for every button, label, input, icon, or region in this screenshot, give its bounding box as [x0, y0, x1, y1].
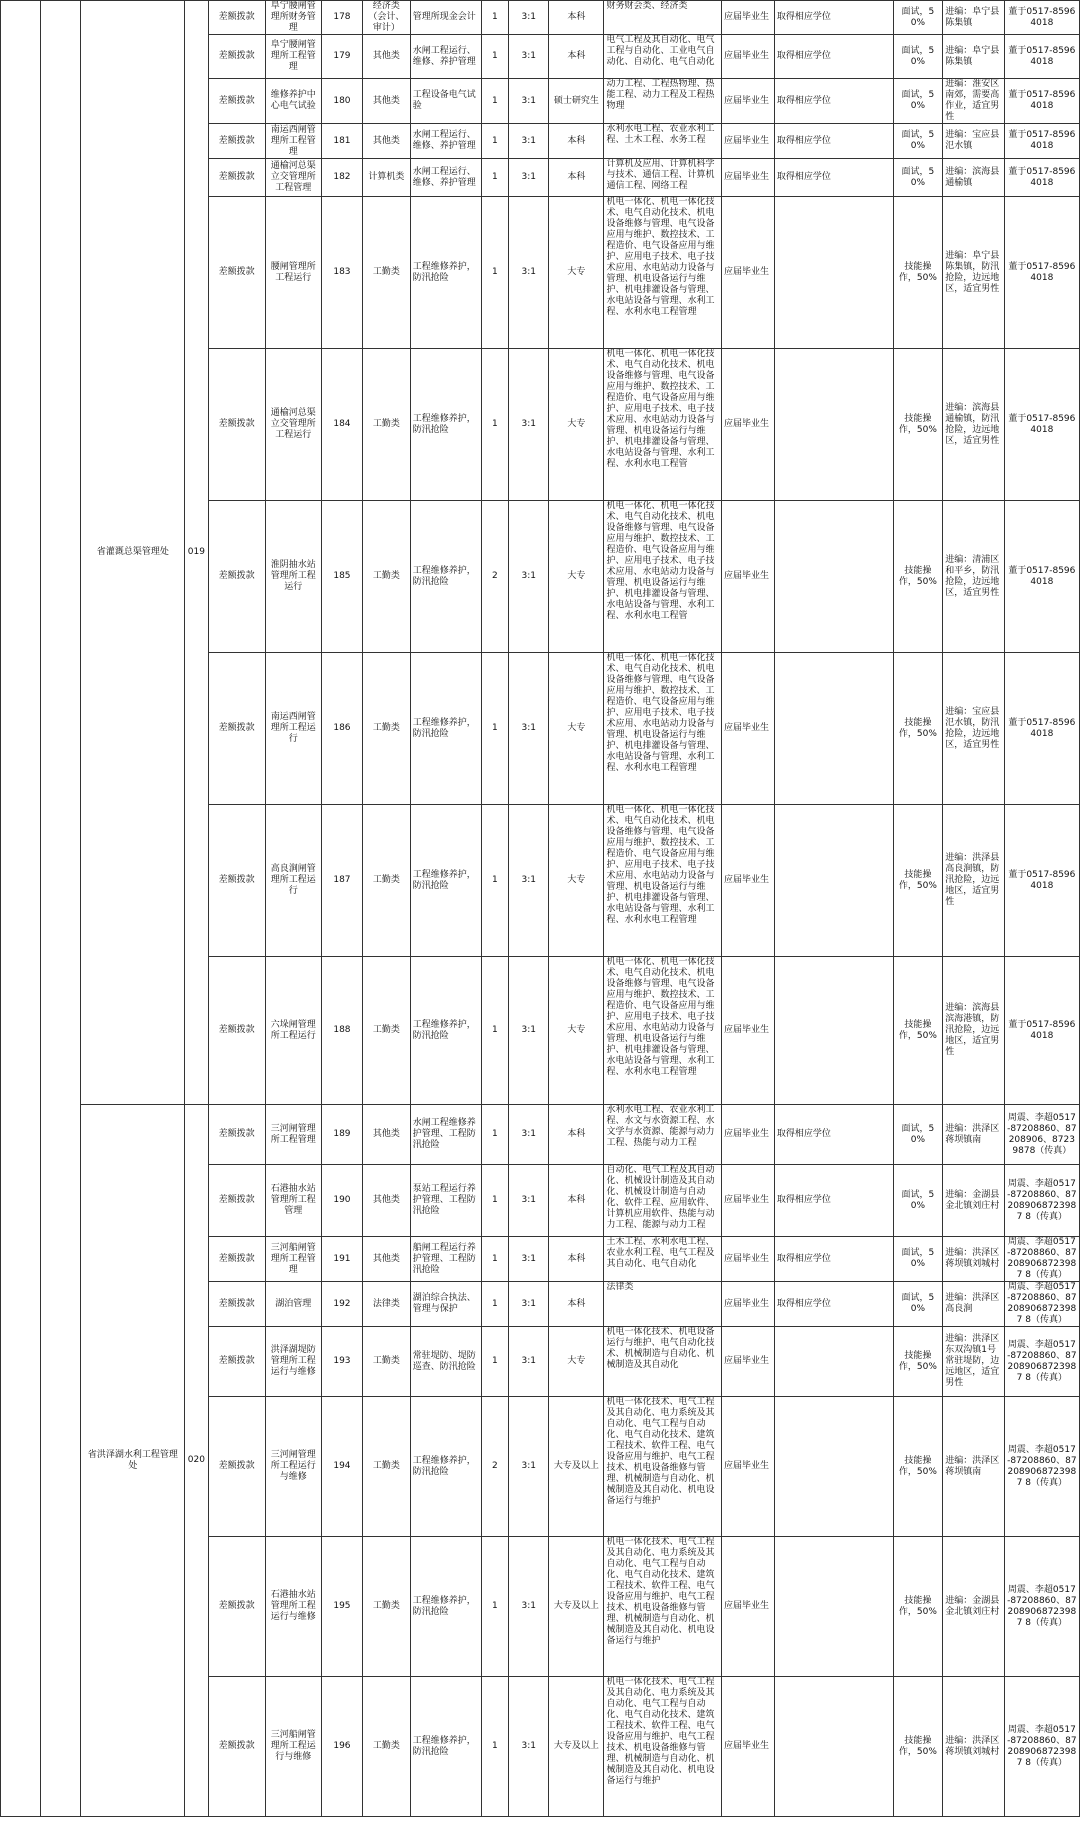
post-unit-cell: 三河船闸管理所工程管理 [265, 1237, 321, 1282]
post-category-cell: 工勤类 [363, 805, 411, 957]
contact-cell: 董于0517-85964018 [1004, 501, 1079, 653]
post-code-cell: 182 [321, 159, 362, 197]
major-cell: 财务财会类、经济类 [604, 1, 722, 35]
post-unit-cell: 南运西闸管理所工程运行 [265, 653, 321, 805]
candidate-source-cell: 应届毕业生 [721, 197, 774, 349]
education-cell: 本科 [549, 159, 604, 197]
remarks-cell: 进编：洪泽区蒋坝镇刘城村 [943, 1237, 1004, 1282]
contact-cell: 周震、李超0517-87208860、872089068723987 8（传真） [1004, 1165, 1079, 1237]
fund-type-cell: 差额拨款 [208, 653, 265, 805]
exam-method-cell: 技能操作，50% [893, 653, 943, 805]
remarks-cell: 进编：宝应县氾水镇，防汛抢险，边远地区，适宜男性 [943, 653, 1004, 805]
exam-ratio-cell: 3:1 [509, 1105, 549, 1165]
post-category-cell: 工勤类 [363, 957, 411, 1105]
degree-cell [774, 957, 893, 1105]
exam-ratio-cell: 3:1 [509, 349, 549, 501]
degree-cell [774, 1537, 893, 1677]
candidate-source-cell: 应届毕业生 [721, 349, 774, 501]
fund-type-cell: 差额拨款 [208, 159, 265, 197]
contact-cell: 董于0517-85964018 [1004, 79, 1079, 124]
major-cell: 机电一体化技术、电气工程及其自动化、电力系统及其自动化、电气工程与自动化、电气自动化技术、建筑工程技术、软件工程、电气设备应用与维护、电气工程技术、机电设备维修与管理、机械制造与自动化、机械制造及其自动化、机电设备运行与维护 [604, 1537, 722, 1677]
contact-cell: 周震、李超0517-87208860、872089068723987 8（传真） [1004, 1282, 1079, 1327]
exam-ratio-cell: 3:1 [509, 957, 549, 1105]
post-code-cell: 193 [321, 1327, 362, 1397]
fund-type-cell: 差额拨款 [208, 501, 265, 653]
major-cell: 水利水电工程、农业水利工程、土木工程、水务工程 [604, 124, 722, 159]
exam-method-cell: 面试，50% [893, 1105, 943, 1165]
exam-method-cell: 技能操作，50% [893, 501, 943, 653]
degree-cell [774, 197, 893, 349]
contact-cell: 周震、李超0517-87208860、87208906、87239878（传真） [1004, 1105, 1079, 1165]
remarks-cell: 进编：阜宁县陈集镇 [943, 1, 1004, 35]
table-body [1, 1, 1080, 1817]
degree-cell [774, 501, 893, 653]
hire-count-cell: 1 [481, 1282, 509, 1327]
major-cell: 机电一体化、机电一体化技术、电气自动化技术、机电设备维修与管理、电气设备应用与维护、数控技术、工程造价、电气设备应用与维护、应用电子技术、电子技术应用、水电站动力设备与管理、机电设备运行与维护、机电排灌设备与管理、水电站设备与管理、水利工程、水利水电工程管 [604, 501, 722, 653]
education-cell: 大专 [549, 653, 604, 805]
post-code-cell: 181 [321, 124, 362, 159]
post-duty-cell: 工程维修养护，防汛抢险 [410, 1397, 481, 1537]
education-cell: 大专 [549, 197, 604, 349]
degree-cell: 取得相应学位 [774, 159, 893, 197]
department-cell: 省洪泽湖水利工程管理处 [81, 1105, 185, 1817]
candidate-source-cell: 应届毕业生 [721, 35, 774, 79]
exam-ratio-cell: 3:1 [509, 1165, 549, 1237]
education-cell: 本科 [549, 124, 604, 159]
post-code-cell: 186 [321, 653, 362, 805]
post-duty-cell: 工程维修养护，防汛抢险 [410, 349, 481, 501]
fund-type-cell: 差额拨款 [208, 124, 265, 159]
candidate-source-cell: 应届毕业生 [721, 1105, 774, 1165]
major-cell: 土木工程、水利水电工程、农业水利工程、电气工程及其自动化、电气自动化 [604, 1237, 722, 1282]
exam-ratio-cell: 3:1 [509, 159, 549, 197]
education-cell: 本科 [549, 1282, 604, 1327]
degree-cell [774, 1397, 893, 1537]
remarks-cell: 进编：洪泽区东双沟镇1号常驻堤防，边远地区，适宜男性 [943, 1327, 1004, 1397]
department-code-cell: 020 [185, 1105, 208, 1817]
education-cell: 大专 [549, 1327, 604, 1397]
exam-method-cell: 技能操作，50% [893, 1327, 943, 1397]
exam-ratio-cell: 3:1 [509, 805, 549, 957]
fund-type-cell: 差额拨款 [208, 349, 265, 501]
major-cell: 机电一体化技术、电气工程及其自动化、电力系统及其自动化、电气工程与自动化、电气自动化技术、建筑工程技术、软件工程、电气设备应用与维护、电气工程技术、机电设备维修与管理、机械制造与自动化、机械制造及其自动化、机电设备运行与维护 [604, 1397, 722, 1537]
exam-ratio-cell: 3:1 [509, 1537, 549, 1677]
fund-type-cell: 差额拨款 [208, 1282, 265, 1327]
post-category-cell: 工勤类 [363, 653, 411, 805]
contact-cell: 董于0517-85964018 [1004, 349, 1079, 501]
fund-type-cell: 差额拨款 [208, 957, 265, 1105]
education-cell: 大专及以上 [549, 1677, 604, 1817]
hire-count-cell: 1 [481, 35, 509, 79]
post-category-cell: 计算机类 [363, 159, 411, 197]
candidate-source-cell: 应届毕业生 [721, 501, 774, 653]
post-duty-cell: 水闸工程运行、维修、养护管理 [410, 159, 481, 197]
post-unit-cell: 阜宁腰闸管理所财务管理 [265, 1, 321, 35]
degree-cell [774, 349, 893, 501]
degree-cell [774, 653, 893, 805]
hire-count-cell: 1 [481, 1105, 509, 1165]
table-row [1, 1105, 1080, 1165]
exam-ratio-cell: 3:1 [509, 1237, 549, 1282]
post-unit-cell: 高良涧闸管理所工程运行 [265, 805, 321, 957]
candidate-source-cell: 应届毕业生 [721, 1237, 774, 1282]
fund-type-cell: 差额拨款 [208, 1537, 265, 1677]
hire-count-cell: 1 [481, 124, 509, 159]
hire-count-cell: 2 [481, 1397, 509, 1537]
post-unit-cell: 淮阴抽水站管理所工程运行 [265, 501, 321, 653]
post-duty-cell: 泵站工程运行养护管理、工程防汛抢险 [410, 1165, 481, 1237]
fund-type-cell: 差额拨款 [208, 1237, 265, 1282]
major-cell: 机电一体化、机电一体化技术、电气自动化技术、机电设备维修与管理、电气设备应用与维护、数控技术、工程造价、电气设备应用与维护、应用电子技术、电子技术应用、水电站动力设备与管理、机电设备运行与维护、机电排灌设备与管理、水电站设备与管理、水利工程、水利水电工程管理 [604, 653, 722, 805]
remarks-cell: 进编：滨海县通榆镇 [943, 159, 1004, 197]
post-category-cell: 经济类（会计、审计） [363, 1, 411, 35]
post-code-cell: 184 [321, 349, 362, 501]
post-category-cell: 工勤类 [363, 1537, 411, 1677]
post-duty-cell: 工程维修养护，防汛抢险 [410, 957, 481, 1105]
contact-cell: 周震、李超0517-87208860、872089068723987 8（传真） [1004, 1397, 1079, 1537]
post-unit-cell: 阜宁腰闸管理所工程管理 [265, 35, 321, 79]
post-code-cell: 190 [321, 1165, 362, 1237]
candidate-source-cell: 应届毕业生 [721, 79, 774, 124]
hire-count-cell: 1 [481, 159, 509, 197]
candidate-source-cell: 应届毕业生 [721, 159, 774, 197]
leading-column-a [1, 1, 41, 1817]
fund-type-cell: 差额拨款 [208, 35, 265, 79]
major-cell: 自动化、电气工程及其自动化、机械设计制造及其自动化、机械设计制造与自动化、软件工程、应用软件、计算机应用软件、热能与动力工程、能源与动力工程 [604, 1165, 722, 1237]
post-category-cell: 工勤类 [363, 1677, 411, 1817]
hire-count-cell: 2 [481, 501, 509, 653]
exam-ratio-cell: 3:1 [509, 197, 549, 349]
major-cell: 机电一体化技术、电气工程及其自动化、电力系统及其自动化、电气工程与自动化、电气自动化技术、建筑工程技术、软件工程、电气设备应用与维护、电气工程技术、机电设备维修与管理、机械制造与自动化、机械制造及其自动化、机电设备运行与维护 [604, 1677, 722, 1817]
remarks-cell: 进编：金湖县金北镇刘庄村 [943, 1537, 1004, 1677]
education-cell: 本科 [549, 1105, 604, 1165]
post-code-cell: 191 [321, 1237, 362, 1282]
post-duty-cell: 水闸工程维修养护管理、工程防汛抢险 [410, 1105, 481, 1165]
major-cell: 电气工程及其自动化、电气工程与自动化、工业电气自动化、自动化、电气自动化 [604, 35, 722, 79]
post-category-cell: 工勤类 [363, 349, 411, 501]
exam-ratio-cell: 3:1 [509, 501, 549, 653]
remarks-cell: 进编：滨海县滨海港镇，防汛抢险，边远地区，适宜男性 [943, 957, 1004, 1105]
hire-count-cell: 1 [481, 1677, 509, 1817]
post-duty-cell: 管理所现金会计 [410, 1, 481, 35]
major-cell: 法律类 [604, 1282, 722, 1327]
fund-type-cell: 差额拨款 [208, 1327, 265, 1397]
exam-method-cell: 面试，50% [893, 79, 943, 124]
hire-count-cell: 1 [481, 957, 509, 1105]
exam-method-cell: 面试，50% [893, 35, 943, 79]
post-duty-cell: 工程设备电气试验 [410, 79, 481, 124]
post-duty-cell: 工程维修养护，防汛抢险 [410, 501, 481, 653]
exam-method-cell: 面试，50% [893, 1237, 943, 1282]
exam-ratio-cell: 3:1 [509, 1282, 549, 1327]
department-code-cell: 019 [185, 1, 208, 1105]
major-cell: 计算机及应用、计算机科学与技术、通信工程、计算机通信工程、网络工程 [604, 159, 722, 197]
candidate-source-cell: 应届毕业生 [721, 124, 774, 159]
exam-method-cell: 面试，50% [893, 1, 943, 35]
contact-cell: 董于0517-85964018 [1004, 197, 1079, 349]
candidate-source-cell: 应届毕业生 [721, 1, 774, 35]
post-unit-cell: 南运西闸管理所工程管理 [265, 124, 321, 159]
post-duty-cell: 工程维修养护，防汛抢险 [410, 653, 481, 805]
hire-count-cell: 1 [481, 1165, 509, 1237]
post-unit-cell: 通榆河总渠立交管理所工程运行 [265, 349, 321, 501]
degree-cell: 取得相应学位 [774, 1, 893, 35]
exam-method-cell: 面试，50% [893, 1165, 943, 1237]
post-unit-cell: 洪泽湖堤防管理所工程运行与维修 [265, 1327, 321, 1397]
major-cell: 水利水电工程、农业水利工程、水文与水资源工程、水文学与水资源、能源与动力工程、热能与动力工程 [604, 1105, 722, 1165]
exam-ratio-cell: 3:1 [509, 124, 549, 159]
hire-count-cell: 1 [481, 197, 509, 349]
post-duty-cell: 工程维修养护，防汛抢险 [410, 1677, 481, 1817]
post-code-cell: 195 [321, 1537, 362, 1677]
education-cell: 大专 [549, 349, 604, 501]
hire-count-cell: 1 [481, 1, 509, 35]
education-cell: 大专 [549, 805, 604, 957]
exam-ratio-cell: 3:1 [509, 1327, 549, 1397]
hire-count-cell: 1 [481, 1537, 509, 1677]
remarks-cell: 进编：洪泽区蒋坝镇南 [943, 1105, 1004, 1165]
fund-type-cell: 差额拨款 [208, 1165, 265, 1237]
major-cell: 机电一体化、机电一体化技术、电气自动化技术、机电设备维修与管理、电气设备应用与维护、数控技术、工程造价、电气设备应用与维护、应用电子技术、电子技术应用、水电站动力设备与管理、机电设备运行与维护、机电排灌设备与管理、水电站设备与管理、水利工程、水利水电工程管理 [604, 805, 722, 957]
major-cell: 机电一体化、机电一体化技术、电气自动化技术、机电设备维修与管理、电气设备应用与维护、数控技术、工程造价、电气设备应用与维护、应用电子技术、电子技术应用、水电站动力设备与管理、机电设备运行与维护、机电排灌设备与管理、水电站设备与管理、水利工程、水利水电工程管理 [604, 957, 722, 1105]
post-code-cell: 185 [321, 501, 362, 653]
post-unit-cell: 石港抽水站管理所工程运行与维修 [265, 1537, 321, 1677]
exam-ratio-cell: 3:1 [509, 79, 549, 124]
post-code-cell: 183 [321, 197, 362, 349]
post-category-cell: 其他类 [363, 79, 411, 124]
fund-type-cell: 差额拨款 [208, 197, 265, 349]
post-category-cell: 其他类 [363, 124, 411, 159]
post-code-cell: 180 [321, 79, 362, 124]
exam-ratio-cell: 3:1 [509, 653, 549, 805]
education-cell: 本科 [549, 35, 604, 79]
department-cell: 省灌溉总渠管理处 [81, 1, 185, 1105]
post-category-cell: 其他类 [363, 1165, 411, 1237]
degree-cell [774, 1677, 893, 1817]
candidate-source-cell: 应届毕业生 [721, 1282, 774, 1327]
candidate-source-cell: 应届毕业生 [721, 653, 774, 805]
exam-method-cell: 技能操作，50% [893, 957, 943, 1105]
post-duty-cell: 常驻堤防、堤防巡查、防汛抢险 [410, 1327, 481, 1397]
fund-type-cell: 差额拨款 [208, 1, 265, 35]
contact-cell: 董于0517-85964018 [1004, 35, 1079, 79]
exam-ratio-cell: 3:1 [509, 1397, 549, 1537]
post-code-cell: 194 [321, 1397, 362, 1537]
post-unit-cell: 通榆河总渠立交管理所工程管理 [265, 159, 321, 197]
hire-count-cell: 1 [481, 1237, 509, 1282]
exam-method-cell: 技能操作，50% [893, 197, 943, 349]
fund-type-cell: 差额拨款 [208, 79, 265, 124]
hire-count-cell: 1 [481, 79, 509, 124]
remarks-cell: 进编：淮安区南郊，需要高作业，适宜男性 [943, 79, 1004, 124]
education-cell: 大专 [549, 957, 604, 1105]
exam-method-cell: 面试，50% [893, 1282, 943, 1327]
post-unit-cell: 维修养护中心电气试验 [265, 79, 321, 124]
post-category-cell: 其他类 [363, 1105, 411, 1165]
candidate-source-cell: 应届毕业生 [721, 1165, 774, 1237]
post-duty-cell: 船闸工程运行养护管理、工程防汛抢险 [410, 1237, 481, 1282]
post-duty-cell: 湖泊综合执法、管理与保护 [410, 1282, 481, 1327]
major-cell: 机电一体化技术、机电设备运行与维护、电气自动化技术、机械制造与自动化、机械制造及其自动化 [604, 1327, 722, 1397]
post-duty-cell: 工程维修养护，防汛抢险 [410, 1537, 481, 1677]
degree-cell: 取得相应学位 [774, 124, 893, 159]
major-cell: 机电一体化、机电一体化技术、电气自动化技术、机电设备维修与管理、电气设备应用与维护、数控技术、工程造价、电气设备应用与维护、应用电子技术、电子技术应用、水电站动力设备与管理、机电设备运行与维护、机电排灌设备与管理、水电站设备与管理、水利工程、水利水电工程管 [604, 349, 722, 501]
post-unit-cell: 腰闸管理所工程运行 [265, 197, 321, 349]
post-duty-cell: 工程维修养护，防汛抢险 [410, 197, 481, 349]
degree-cell: 取得相应学位 [774, 1165, 893, 1237]
post-category-cell: 工勤类 [363, 1327, 411, 1397]
remarks-cell: 进编：阜宁县陈集镇，防汛抢险，边远地区，适宜男性 [943, 197, 1004, 349]
fund-type-cell: 差额拨款 [208, 805, 265, 957]
contact-cell: 董于0517-85964018 [1004, 159, 1079, 197]
candidate-source-cell: 应届毕业生 [721, 957, 774, 1105]
post-unit-cell: 湖泊管理 [265, 1282, 321, 1327]
education-cell: 大专及以上 [549, 1397, 604, 1537]
education-cell: 硕士研究生 [549, 79, 604, 124]
leading-column-b [41, 1, 81, 1817]
hire-count-cell: 1 [481, 653, 509, 805]
fund-type-cell: 差额拨款 [208, 1677, 265, 1817]
remarks-cell: 进编：清浦区和平乡，防汛抢险，边远地区，适宜男性 [943, 501, 1004, 653]
fund-type-cell: 差额拨款 [208, 1397, 265, 1537]
post-category-cell: 其他类 [363, 1237, 411, 1282]
contact-cell: 周震、李超0517-87208860、872089068723987 8（传真） [1004, 1327, 1079, 1397]
contact-cell: 周震、李超0517-87208860、872089068723987 8（传真） [1004, 1237, 1079, 1282]
remarks-cell: 进编：宝应县氾水镇 [943, 124, 1004, 159]
post-duty-cell: 水闸工程运行、维修、养护管理 [410, 35, 481, 79]
post-category-cell: 其他类 [363, 35, 411, 79]
exam-method-cell: 技能操作，50% [893, 805, 943, 957]
degree-cell: 取得相应学位 [774, 1105, 893, 1165]
contact-cell: 周震、李超0517-87208860、872089068723987 8（传真） [1004, 1537, 1079, 1677]
candidate-source-cell: 应届毕业生 [721, 1397, 774, 1537]
post-duty-cell: 水闸工程运行、维修、养护管理 [410, 124, 481, 159]
post-unit-cell: 三河闸管理所工程管理 [265, 1105, 321, 1165]
fund-type-cell: 差额拨款 [208, 1105, 265, 1165]
degree-cell: 取得相应学位 [774, 1282, 893, 1327]
education-cell: 本科 [549, 1165, 604, 1237]
contact-cell: 周震、李超0517-87208860、872089068723987 8（传真） [1004, 1677, 1079, 1817]
post-category-cell: 工勤类 [363, 197, 411, 349]
remarks-cell: 进编：金湖县金北镇刘庄村 [943, 1165, 1004, 1237]
post-category-cell: 工勤类 [363, 501, 411, 653]
hire-count-cell: 1 [481, 349, 509, 501]
exam-ratio-cell: 3:1 [509, 35, 549, 79]
contact-cell: 董于0517-85964018 [1004, 124, 1079, 159]
post-unit-cell: 三河船闸管理所工程运行与维修 [265, 1677, 321, 1817]
hire-count-cell: 1 [481, 805, 509, 957]
post-unit-cell: 石港抽水站管理所工程管理 [265, 1165, 321, 1237]
post-code-cell: 178 [321, 1, 362, 35]
exam-method-cell: 技能操作，50% [893, 1397, 943, 1537]
degree-cell: 取得相应学位 [774, 1237, 893, 1282]
post-code-cell: 179 [321, 35, 362, 79]
major-cell: 动力工程、工程热物理、热能工程、动力工程及工程热物理 [604, 79, 722, 124]
post-code-cell: 192 [321, 1282, 362, 1327]
exam-method-cell: 面试，50% [893, 124, 943, 159]
exam-ratio-cell: 3:1 [509, 1, 549, 35]
candidate-source-cell: 应届毕业生 [721, 1327, 774, 1397]
remarks-cell: 进编：洪泽区蒋坝镇刘城村 [943, 1677, 1004, 1817]
education-cell: 本科 [549, 1237, 604, 1282]
post-unit-cell: 六垛闸管理所工程运行 [265, 957, 321, 1105]
post-code-cell: 196 [321, 1677, 362, 1817]
remarks-cell: 进编：阜宁县陈集镇 [943, 35, 1004, 79]
remarks-cell: 进编：洪泽区蒋坝镇南 [943, 1397, 1004, 1537]
contact-cell: 董于0517-85964018 [1004, 653, 1079, 805]
exam-method-cell: 面试，50% [893, 159, 943, 197]
remarks-cell: 进编：洪泽区高良涧 [943, 1282, 1004, 1327]
contact-cell: 董于0517-85964018 [1004, 805, 1079, 957]
degree-cell: 取得相应学位 [774, 79, 893, 124]
post-unit-cell: 三河闸管理所工程运行与维修 [265, 1397, 321, 1537]
post-code-cell: 188 [321, 957, 362, 1105]
post-code-cell: 189 [321, 1105, 362, 1165]
degree-cell [774, 1327, 893, 1397]
exam-method-cell: 技能操作，50% [893, 1677, 943, 1817]
post-category-cell: 工勤类 [363, 1397, 411, 1537]
education-cell: 大专及以上 [549, 1537, 604, 1677]
candidate-source-cell: 应届毕业生 [721, 1537, 774, 1677]
candidate-source-cell: 应届毕业生 [721, 1677, 774, 1817]
exam-method-cell: 技能操作，50% [893, 349, 943, 501]
post-category-cell: 法律类 [363, 1282, 411, 1327]
major-cell: 机电一体化、机电一体化技术、电气自动化技术、机电设备维修与管理、电气设备应用与维护、数控技术、工程造价、电气设备应用与维护、应用电子技术、电子技术应用、水电站动力设备与管理、机电设备运行与维护、机电排灌设备与管理、水电站设备与管理、水利工程、水利水电工程管理 [604, 197, 722, 349]
education-cell: 大专 [549, 501, 604, 653]
exam-method-cell: 技能操作，50% [893, 1537, 943, 1677]
candidate-source-cell: 应届毕业生 [721, 805, 774, 957]
table-row [1, 1, 1080, 35]
remarks-cell: 进编：滨海县通榆镇，防汛抢险，边远地区，适宜男性 [943, 349, 1004, 501]
post-code-cell: 187 [321, 805, 362, 957]
contact-cell: 董于0517-85964018 [1004, 1, 1079, 35]
degree-cell: 取得相应学位 [774, 35, 893, 79]
exam-ratio-cell: 3:1 [509, 1677, 549, 1817]
post-duty-cell: 工程维修养护，防汛抢险 [410, 805, 481, 957]
degree-cell [774, 805, 893, 957]
contact-cell: 董于0517-85964018 [1004, 957, 1079, 1105]
remarks-cell: 进编：洪泽县高良涧镇，防汛抢险，边远地区，适宜男性 [943, 805, 1004, 957]
hire-count-cell: 1 [481, 1327, 509, 1397]
education-cell: 本科 [549, 1, 604, 35]
